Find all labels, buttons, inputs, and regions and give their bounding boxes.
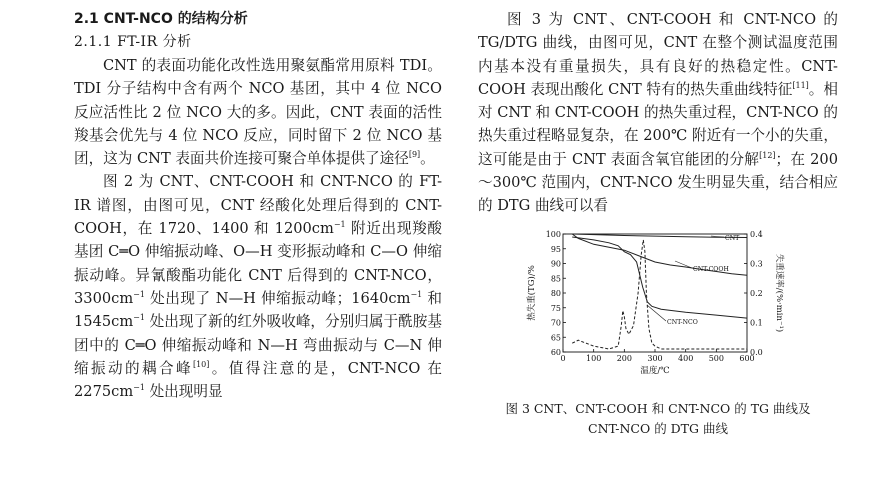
x-tick-label: 100: [586, 354, 602, 363]
figure-caption-line2: CNT-NCO 的 DTG 曲线: [588, 421, 728, 436]
y-left-tick-label: 65: [550, 333, 561, 343]
x-axis-title: 温度/℃: [640, 366, 670, 376]
series-line-dtg: [572, 240, 747, 349]
y-left-tick-label: 100: [545, 230, 561, 239]
text-e: 处出现了新的红外吸收峰，分别归属于酰胺基团中的 C═O 伸缩振动峰和 N—H 弯曲振动与 C—N 伸缩振动的耦合峰: [74, 313, 442, 377]
x-tick-label: 0: [560, 354, 566, 363]
text-c: ；在 200～300℃ 范围内，CNT-NCO 发生明显失重，结合相应的 DTG 曲线可以看: [478, 150, 839, 215]
chart-lines: [572, 234, 747, 349]
y-left-tick-label: 60: [550, 348, 561, 357]
text-g: 处出现明显: [144, 383, 223, 401]
y-left-tick-label: 75: [550, 303, 561, 313]
citation-ref: [11]: [792, 81, 809, 91]
chart-axes: [563, 234, 747, 352]
x-tick-label: 300: [647, 354, 663, 363]
unit-exp: −1: [410, 290, 423, 300]
paragraph-tail: 。: [420, 150, 435, 168]
y-right-tick-label: 0.3: [750, 259, 763, 269]
paragraph-text: CNT 的表面功能化改性选用聚氨酯常用原料 TDI。TDI 分子结构中含有两个 NCO 基团，其中 4 位 NCO 反应活性比 2 位 NCO 大的多。因此，CNT 表面的活性羧基会优先与 4 位 NCO 反应，同时留下 2 位 NCO 基团，这为 CNT 表面共价连接可聚合单体提供了途径: [74, 57, 442, 168]
paragraph-tdi: [74, 54, 442, 170]
y-right-axis-title: 失重速率/(%·min⁻¹): [774, 253, 784, 333]
y-left-tick-label: 90: [550, 259, 561, 269]
paragraph-ftir: [74, 170, 442, 403]
text-a: 图 2 为 CNT、CNT-COOH 和 CNT-NCO 的 FT-IR 谱图，由图可见，CNT 经酸化处理后得到的 CNT-COOH，在 1720、1400 和 1200cm: [74, 173, 442, 238]
y-right-tick-label: 0.2: [750, 289, 763, 298]
x-tick-label: 200: [616, 354, 632, 363]
left-column: [74, 8, 442, 403]
subsection-heading: 2.1.1 FT-IR 分析: [74, 34, 192, 50]
text-c: 处出现了 N—H 伸缩振动峰；1640cm: [144, 289, 411, 307]
text-a: 图 3 为 CNT、CNT-COOH 和 CNT-NCO 的 TG/DTG 曲线，由图可见，CNT 在整个测试温度范围内基本没有重量损失，具有良好的热稳定性。CNT-COOH 表现出酸化 CNT 特有的热失重曲线特征: [478, 11, 838, 98]
unit-exp: −1: [333, 220, 346, 230]
x-tick-label: 600: [739, 354, 755, 363]
citation-ref: [10]: [192, 360, 210, 369]
x-tick-label: 400: [678, 354, 694, 363]
figure-3: [525, 228, 785, 378]
series-line-cnt-nco: [572, 237, 747, 318]
y-left-tick-label: 85: [550, 274, 561, 284]
series-label-cnt-cooh: CNT-COOH: [693, 266, 729, 273]
unit-exp: −1: [133, 383, 145, 393]
y-left-axis-title: 热失重(TG)/%: [527, 265, 537, 321]
figure-caption-line1: 图 3 CNT、CNT-COOH 和 CNT-NCO 的 TG 曲线及: [505, 401, 811, 416]
series-label-cnt-nco: CNT-NCO: [667, 319, 698, 326]
paragraph-tg: [478, 8, 838, 218]
y-right-tick-label: 0.0: [750, 348, 763, 357]
unit-exp: −1: [133, 290, 145, 300]
plot-frame: [563, 234, 747, 352]
text-b: 。相对 CNT 和 CNT-COOH 的热失重过程，CNT-NCO 的热失重过程略显复杂，在 200℃ 附近有一个小的失重，这可能是由于 CNT 表面含氧官能团的分解: [478, 80, 838, 168]
text-f: 。值得注意的是，CNT-NCO 在 2275cm: [74, 359, 442, 401]
x-tick-label: 500: [708, 354, 724, 363]
unit-exp: −1: [133, 313, 145, 323]
chart-ticks: [546, 230, 763, 363]
section-heading: 2.1 CNT-NCO 的结构分析: [74, 11, 248, 27]
series-label-cnt: CNT: [725, 235, 740, 242]
y-left-tick-label: 80: [550, 289, 561, 298]
citation-ref: [12]: [759, 150, 776, 160]
y-left-tick-label: 70: [550, 318, 561, 328]
text-d: 和 1545cm: [74, 289, 442, 331]
text-b: 附近出现羧酸基团 C═O 伸缩振动峰、O—H 变形振动峰和 C—O 伸缩振动峰。异氰酸酯功能化 CNT 后得到的 CNT-NCO，3300cm: [74, 220, 443, 307]
tg-dtg-chart: [525, 228, 785, 378]
y-left-tick-label: 95: [550, 244, 561, 254]
y-right-tick-label: 0.1: [750, 318, 763, 328]
right-column: [478, 8, 838, 218]
y-right-tick-label: 0.4: [750, 230, 763, 239]
citation-ref: [9]: [408, 150, 421, 160]
